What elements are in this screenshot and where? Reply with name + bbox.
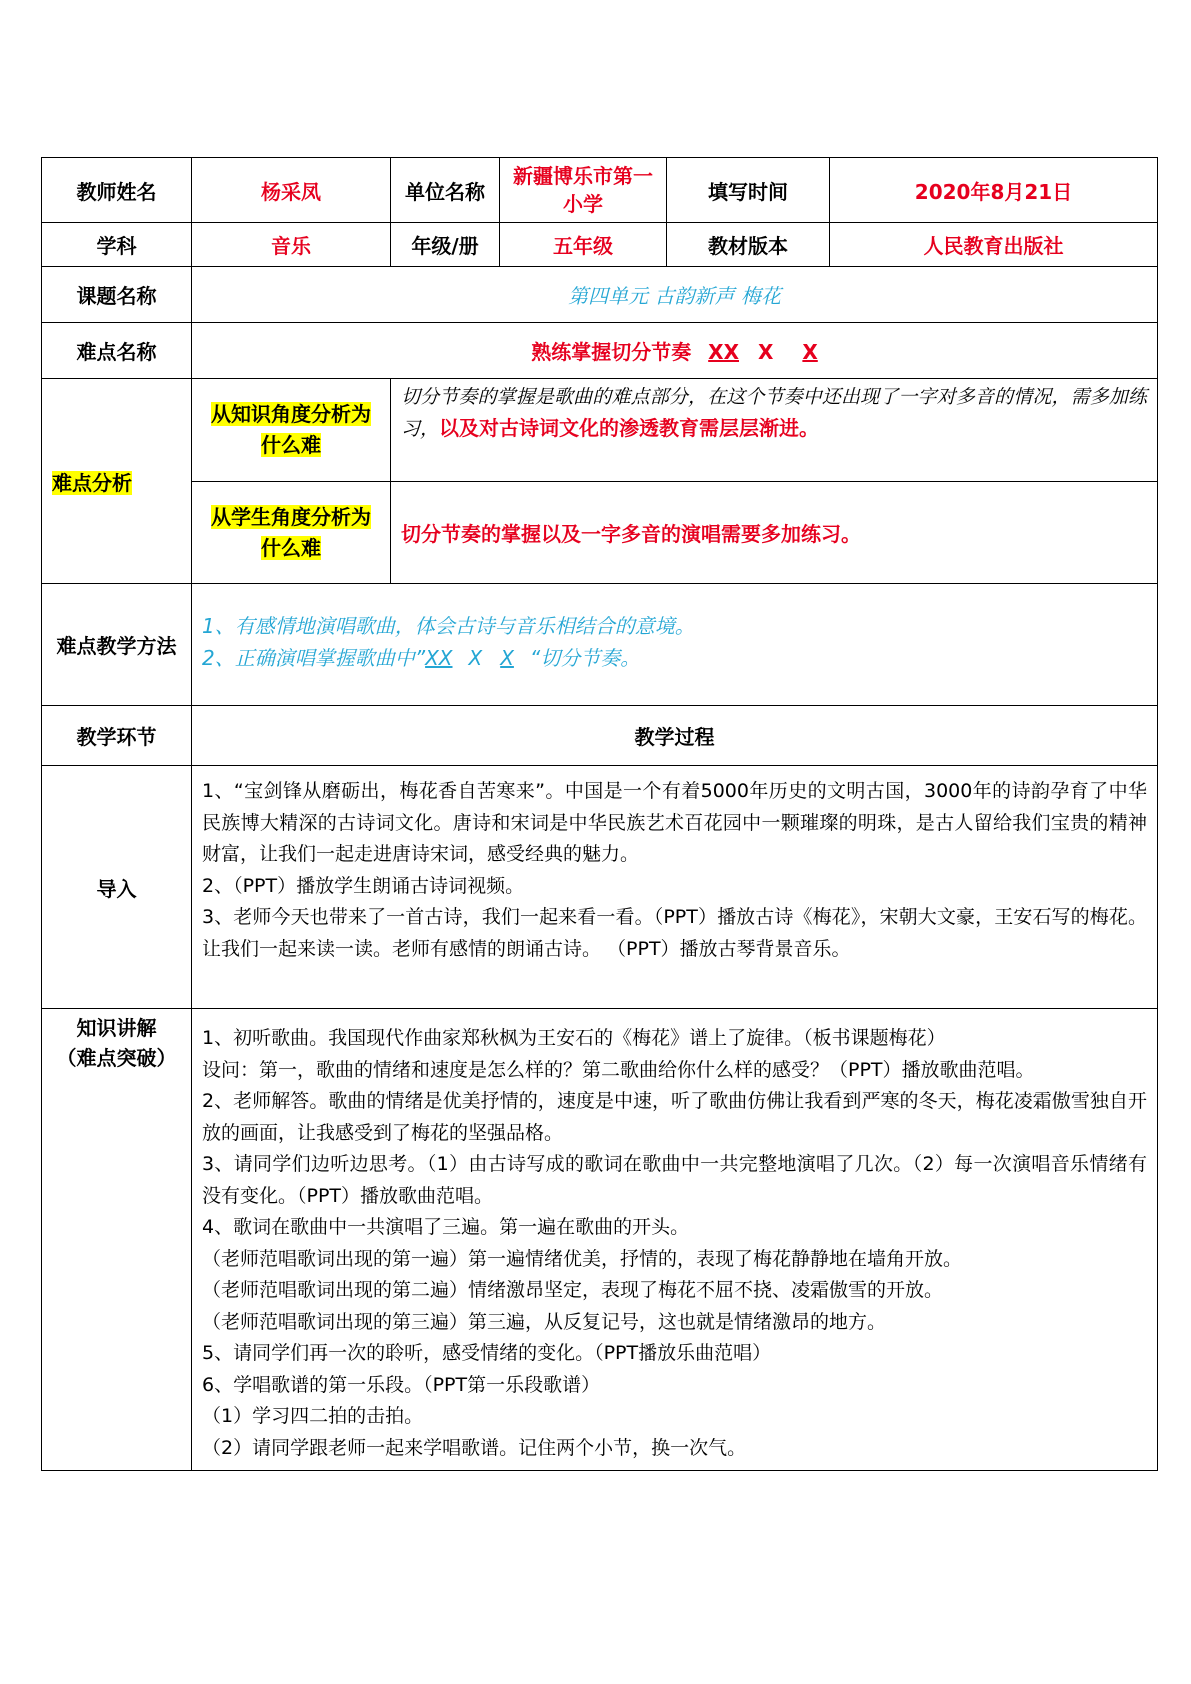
knowledge-paragraph-11: （1）学习四二拍的击拍。 xyxy=(202,1405,424,1427)
intro-paragraph-1: 1、“宝剑锋从磨砺出，梅花香自苦寒来”。中国是一个有着5000年历史的文明古国，3000年的诗韵孕育了中华民族博大精深的古诗词文化。唐诗和宋词是中华民族艺术百花园中一颗璀璨的明珠，是古人留给我们宝贵的精神财富，让我们一起走进唐诗宋词，感受经典的魅力。 xyxy=(202,780,1147,865)
intro-text xyxy=(192,766,1158,1009)
intro-label: 导入 xyxy=(42,766,192,1009)
header-row-1 xyxy=(42,158,1158,223)
knowledge-paragraph-8: （老师范唱歌词出现的第三遍）第三遍，从反复记号，这也就是情绪激昂的地方。 xyxy=(202,1310,887,1333)
unit-name-value: 新疆博乐市第一小学 xyxy=(500,158,667,223)
edition-value: 人民教育出版社 xyxy=(830,223,1158,267)
knowledge-paragraph-6: （老师范唱歌词出现的第一遍）第一遍情绪优美，抒情的，表现了梅花静静地在墙角开放。 xyxy=(202,1247,963,1270)
knowledge-paragraph-1: 1、初听歌曲。我国现代作曲家郑秋枫为王安石的《梅花》谱上了旋律。（板书课题梅花） xyxy=(202,1027,946,1049)
difficulty-text: 熟练掌握切分节奏 xyxy=(531,340,692,364)
knowledge-paragraph-4: 3、请同学们边听边思考。（1）由古诗写成的歌词在歌曲中一共完整地演唱了几次。（2）每一次演唱音乐情绪有没有变化。（PPT）播放歌曲范唱。 xyxy=(202,1153,1147,1207)
knowledge-paragraph-7: （老师范唱歌词出现的第二遍）情绪激昂坚定，表现了梅花不屈不挠、凌霜傲雪的开放。 xyxy=(202,1279,944,1301)
unit-name-label: 单位名称 xyxy=(391,158,500,223)
student-angle-label: 从学生角度分析为 什么难 xyxy=(192,482,391,584)
method-line-2: 2、正确演唱掌握歌曲中”XX X X “切分节奏。 xyxy=(202,645,641,670)
subject-label: 学科 xyxy=(42,223,192,267)
method-row xyxy=(42,584,1158,706)
subject-value: 音乐 xyxy=(192,223,391,267)
analysis-row-knowledge xyxy=(42,379,1158,482)
teaching-step-label: 教学环节 xyxy=(42,706,192,766)
knowledge-paragraph-10: 6、学唱歌谱的第一乐段。（PPT第一乐段歌谱） xyxy=(202,1373,601,1396)
knowledge-paragraph-2: 设问：第一，歌曲的情绪和速度是怎么样的？第二歌曲给你什么样的感受？（PPT）播放歌曲范唱。 xyxy=(202,1058,1035,1081)
method-line-1: 1、有感情地演唱歌曲，体会古诗与音乐相结合的意境。 xyxy=(202,613,695,638)
intro-row xyxy=(42,766,1158,1009)
difficulty-value xyxy=(192,323,1158,379)
topic-label: 课题名称 xyxy=(42,267,192,323)
difficulty-label: 难点名称 xyxy=(42,323,192,379)
knowledge-paragraph-3: 2、老师解答。歌曲的情绪是优美抒情的，速度是中速，听了歌曲仿佛让我看到严寒的冬天，梅花凌霜傲雪独自开放的画面，让我感受到了梅花的坚强品格。 xyxy=(202,1090,1147,1144)
analysis-label-cell xyxy=(42,379,192,584)
method-label: 难点教学方法 xyxy=(42,584,192,706)
header-row-2 xyxy=(42,223,1158,267)
intro-paragraph-3: 3、老师今天也带来了一首古诗，我们一起来看一看。（PPT）播放古诗《梅花》，宋朝大文豪，王安石写的梅花。让我们一起来读一读。老师有感情的朗诵古诗。 （PPT）播放古琴背景音乐。 xyxy=(202,906,1147,960)
lesson-plan-table xyxy=(41,157,1158,1471)
fill-date-value: 2020年8月21日 xyxy=(830,158,1158,223)
topic-value: 第四单元 古韵新声 梅花 xyxy=(192,267,1158,323)
fill-date-label: 填写时间 xyxy=(667,158,830,223)
process-header-row xyxy=(42,706,1158,766)
rhythm-x2: X xyxy=(802,340,818,364)
grade-label: 年级/册 xyxy=(391,223,500,267)
knowledge-angle-label: 从知识角度分析为 什么难 xyxy=(192,379,391,482)
knowledge-label: 知识讲解 （难点突破） xyxy=(42,1009,192,1471)
analysis-row-student xyxy=(42,482,1158,584)
knowledge-angle-text: 切分节奏的掌握是歌曲的难点部分，在这个节奏中还出现了一字对多音的情况，需多加练习，以及对古诗词文化的渗透教育需层层渐进。 xyxy=(391,379,1158,482)
knowledge-paragraph-9: 5、请同学们再一次的聆听，感受情绪的变化。（PPT播放乐曲范唱） xyxy=(202,1342,772,1364)
method-text xyxy=(192,584,1158,706)
grade-value: 五年级 xyxy=(500,223,667,267)
knowledge-paragraph-12: （2）请同学跟老师一起来学唱歌谱。记住两个小节，换一次气。 xyxy=(202,1436,747,1459)
knowledge-paragraph-5: 4、歌词在歌曲中一共演唱了三遍。第一遍在歌曲的开头。 xyxy=(202,1216,690,1238)
teacher-name-label: 教师姓名 xyxy=(42,158,192,223)
rhythm-x1: X xyxy=(757,340,774,364)
edition-label: 教材版本 xyxy=(667,223,830,267)
teaching-process-label: 教学过程 xyxy=(192,706,1158,766)
teacher-name-value: 杨采凤 xyxy=(192,158,391,223)
knowledge-row xyxy=(42,1009,1158,1471)
intro-paragraph-2: 2、（PPT）播放学生朗诵古诗词视频。 xyxy=(202,874,525,897)
analysis-label: 难点分析 xyxy=(52,470,132,495)
topic-row xyxy=(42,267,1158,323)
difficulty-row xyxy=(42,323,1158,379)
knowledge-text xyxy=(192,1009,1158,1471)
rhythm-xx: XX xyxy=(708,340,740,364)
student-angle-text: 切分节奏的掌握以及一字多音的演唱需要多加练习。 xyxy=(391,482,1158,584)
